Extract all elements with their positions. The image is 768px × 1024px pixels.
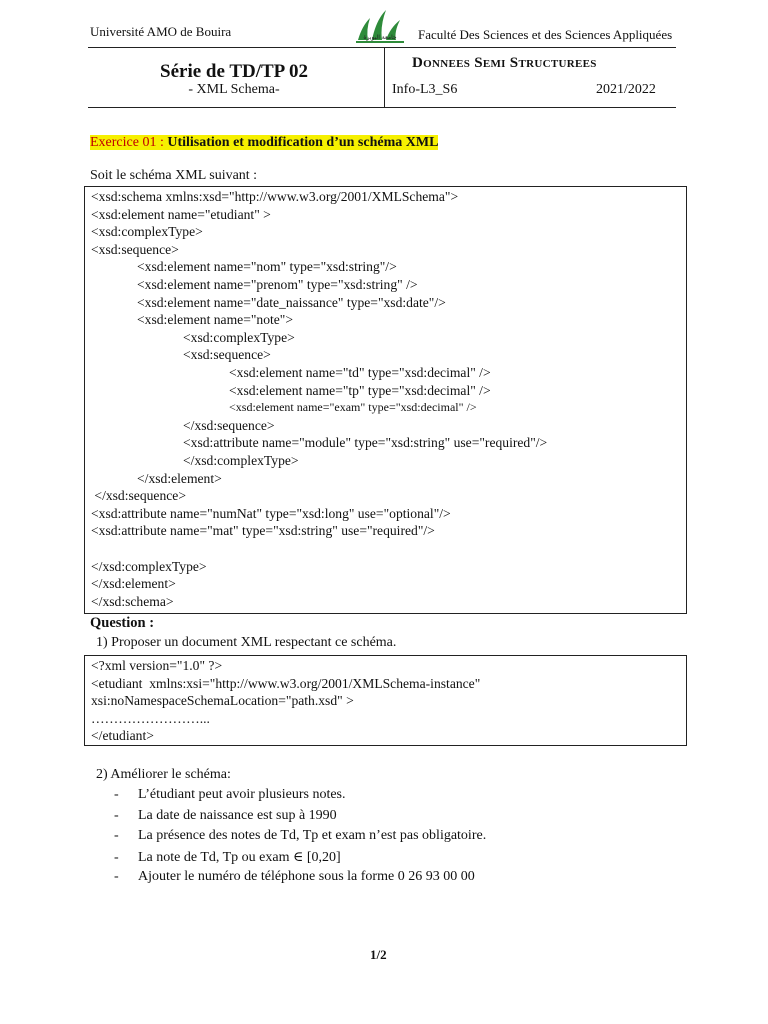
- schema-line: <xsd:element name="prenom" type="xsd:string" />: [137, 277, 418, 292]
- schema-line: <xsd:sequence>: [91, 241, 179, 257]
- question-1: 1) Proposer un document XML respectant ce schéma.: [96, 635, 397, 650]
- series-title: Série de TD/TP 02: [160, 61, 308, 82]
- header-divider: [384, 47, 385, 107]
- schema-line: <xsd:element name="nom" type="xsd:string"/>: [137, 259, 397, 275]
- page-number: 1/2: [370, 947, 387, 962]
- schema-line: <xsd:attribute name="mat" type="xsd:string" use="required"/>: [91, 523, 435, 539]
- question-label: Question :: [90, 615, 155, 631]
- xml-answer-box: [84, 655, 687, 746]
- series-subtitle: - XML Schema-: [188, 82, 280, 97]
- schema-line: <xsd:element name="note">: [137, 312, 294, 328]
- schema-line: </xsd:element>: [91, 576, 176, 592]
- schema-line: <xsd:sequence>: [183, 347, 271, 363]
- schema-line: <xsd:element name="tp" type="xsd:decimal" />: [229, 382, 491, 398]
- exercise-title: Utilisation et modification d’un schéma XML: [167, 135, 439, 150]
- bullet-dash: -: [114, 849, 119, 865]
- bullet-dash: -: [114, 787, 119, 802]
- schema-code-box: [84, 186, 687, 614]
- schema-line: </xsd:sequence>: [91, 488, 186, 504]
- list-item-text: Ajouter le numéro de téléphone sous la forme 0 26 93 00 00: [138, 869, 475, 884]
- class-label: Info-L3_S6: [392, 82, 458, 97]
- header-bottom-rule: [88, 107, 676, 108]
- university-logo: [352, 6, 408, 46]
- schema-line: </xsd:complexType>: [91, 558, 207, 574]
- exercise-intro: Soit le schéma XML suivant :: [90, 168, 258, 183]
- list-item: [114, 787, 346, 803]
- bullet-dash: -: [114, 828, 119, 843]
- faculty-name: Faculté Des Sciences et des Sciences Appliquées: [418, 27, 673, 42]
- list-item: [114, 849, 341, 866]
- module-title: Donnees Semi Structurees: [412, 55, 597, 71]
- xml-line: <etudiant xmlns:xsi="http://www.w3.org/2001/XMLSchema-instance": [91, 675, 481, 691]
- list-item: [114, 808, 337, 824]
- list-item: [114, 869, 475, 885]
- schema-line: <xsd:complexType>: [183, 329, 295, 345]
- exercise-label: Exercice 01 :: [90, 135, 164, 150]
- question-2: 2) Améliorer le schéma:: [96, 767, 231, 782]
- schema-line: <xsd:attribute name="numNat" type="xsd:long" use="optional"/>: [91, 505, 451, 521]
- schema-line: <xsd:element name="td" type="xsd:decimal" />: [229, 365, 491, 380]
- list-item-text: La date de naissance est sup à 1990: [138, 807, 337, 823]
- schema-line: <xsd:attribute name="module" type="xsd:string" use="required"/>: [183, 435, 548, 451]
- schema-line: </xsd:complexType>: [183, 453, 299, 468]
- schema-line: <xsd:element name="etudiant" >: [91, 206, 271, 222]
- schema-line: <xsd:element name="exam" type="xsd:decimal" />: [229, 400, 477, 415]
- schema-line: <xsd:schema xmlns:xsd="http://www.w3.org/2001/XMLSchema">: [91, 189, 459, 204]
- schema-line: </xsd:element>: [137, 470, 222, 486]
- bullet-dash: -: [114, 807, 119, 823]
- xml-line: </etudiant>: [91, 728, 154, 744]
- svg-text:جامعة البويرة: جامعة البويرة: [363, 34, 397, 41]
- list-item-text: La note de Td, Tp ou exam ∈ [0,20]: [138, 849, 341, 865]
- schema-line: </xsd:sequence>: [183, 417, 275, 433]
- schema-line: <xsd:complexType>: [91, 224, 203, 240]
- schema-line: <xsd:element name="date_naissance" type="xsd:date"/>: [137, 294, 446, 310]
- xml-line: xsi:noNamespaceSchemaLocation="path.xsd" >: [91, 693, 354, 709]
- exercise-heading: [90, 135, 438, 151]
- bullet-dash: -: [114, 869, 119, 884]
- list-item-text: La présence des notes de Td, Tp et exam n’est pas obligatoire.: [138, 828, 487, 843]
- academic-year: 2021/2022: [596, 82, 656, 97]
- header-top-rule: [88, 47, 676, 48]
- university-name: Université AMO de Bouira: [90, 24, 232, 39]
- xml-line: ……………………...: [91, 710, 210, 726]
- list-item-text: L’étudiant peut avoir plusieurs notes.: [138, 787, 346, 802]
- xml-line: <?xml version="1.0" ?>: [91, 658, 223, 673]
- schema-line: </xsd:schema>: [91, 593, 174, 609]
- list-item: [114, 828, 486, 844]
